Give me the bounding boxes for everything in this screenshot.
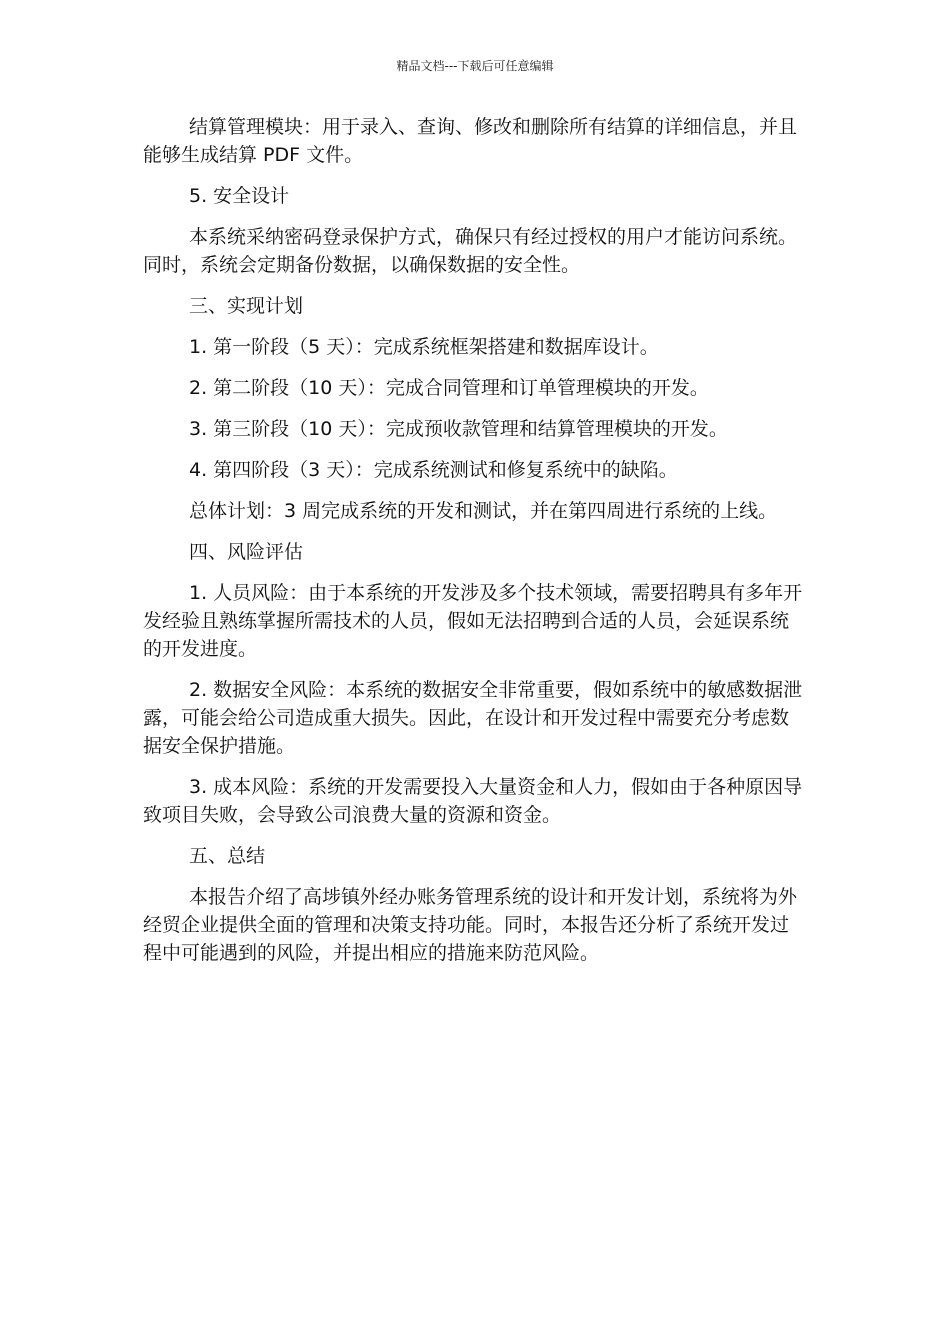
plan-phase-4: 4. 第四阶段（3 天）：完成系统测试和修复系统中的缺陷。 (189, 459, 678, 481)
plan-phase-2: 2. 第二阶段（10 天）：完成合同管理和订单管理模块的开发。 (189, 377, 709, 399)
page-header: 精品文档---下载后可任意编辑 (396, 59, 554, 73)
document-body (143, 113, 803, 980)
plan-phase-1: 1. 第一阶段（5 天）：完成系统框架搭建和数据库设计。 (189, 336, 659, 358)
plan-phase-3: 3. 第三阶段（10 天）：完成预收款管理和结算管理模块的开发。 (189, 418, 728, 440)
heading-implementation-plan: 三、实现计划 (189, 295, 304, 317)
risk-cost: 3. 成本风险：系统的开发需要投入大量资金和人力，假如由于各种原因导致项目失败，会导致公司浪费大量的资源和资金。 (143, 776, 803, 826)
paragraph-security-design: 本系统采纳密码登录保护方式，确保只有经过授权的用户才能访问系统。同时，系统会定期备份数据，以确保数据的安全性。 (143, 226, 798, 276)
heading-risk-assessment: 四、风险评估 (189, 541, 304, 563)
paragraph-settlement-module: 结算管理模块：用于录入、查询、修改和删除所有结算的详细信息，并且能够生成结算 PDF 文件。 (143, 116, 798, 166)
heading-summary: 五、总结 (189, 845, 266, 867)
heading-security-design: 5. 安全设计 (189, 185, 290, 207)
risk-data-security: 2. 数据安全风险：本系统的数据安全非常重要，假如系统中的敏感数据泄露，可能会给公司造成重大损失。因此，在设计和开发过程中需要充分考虑数据安全保护措施。 (143, 679, 803, 757)
plan-overall: 总体计划：3 周完成系统的开发和测试，并在第四周进行系统的上线。 (189, 500, 778, 522)
paragraph-summary: 本报告介绍了高埗镇外经办账务管理系统的设计和开发计划，系统将为外经贸企业提供全面的管理和决策支持功能。同时，本报告还分析了系统开发过程中可能遇到的风险，并提出相应的措施来防范风险。 (143, 886, 798, 964)
risk-personnel: 1. 人员风险：由于本系统的开发涉及多个技术领域，需要招聘具有多年开发经验且熟练掌握所需技术的人员，假如无法招聘到合适的人员，会延误系统的开发进度。 (143, 582, 803, 660)
